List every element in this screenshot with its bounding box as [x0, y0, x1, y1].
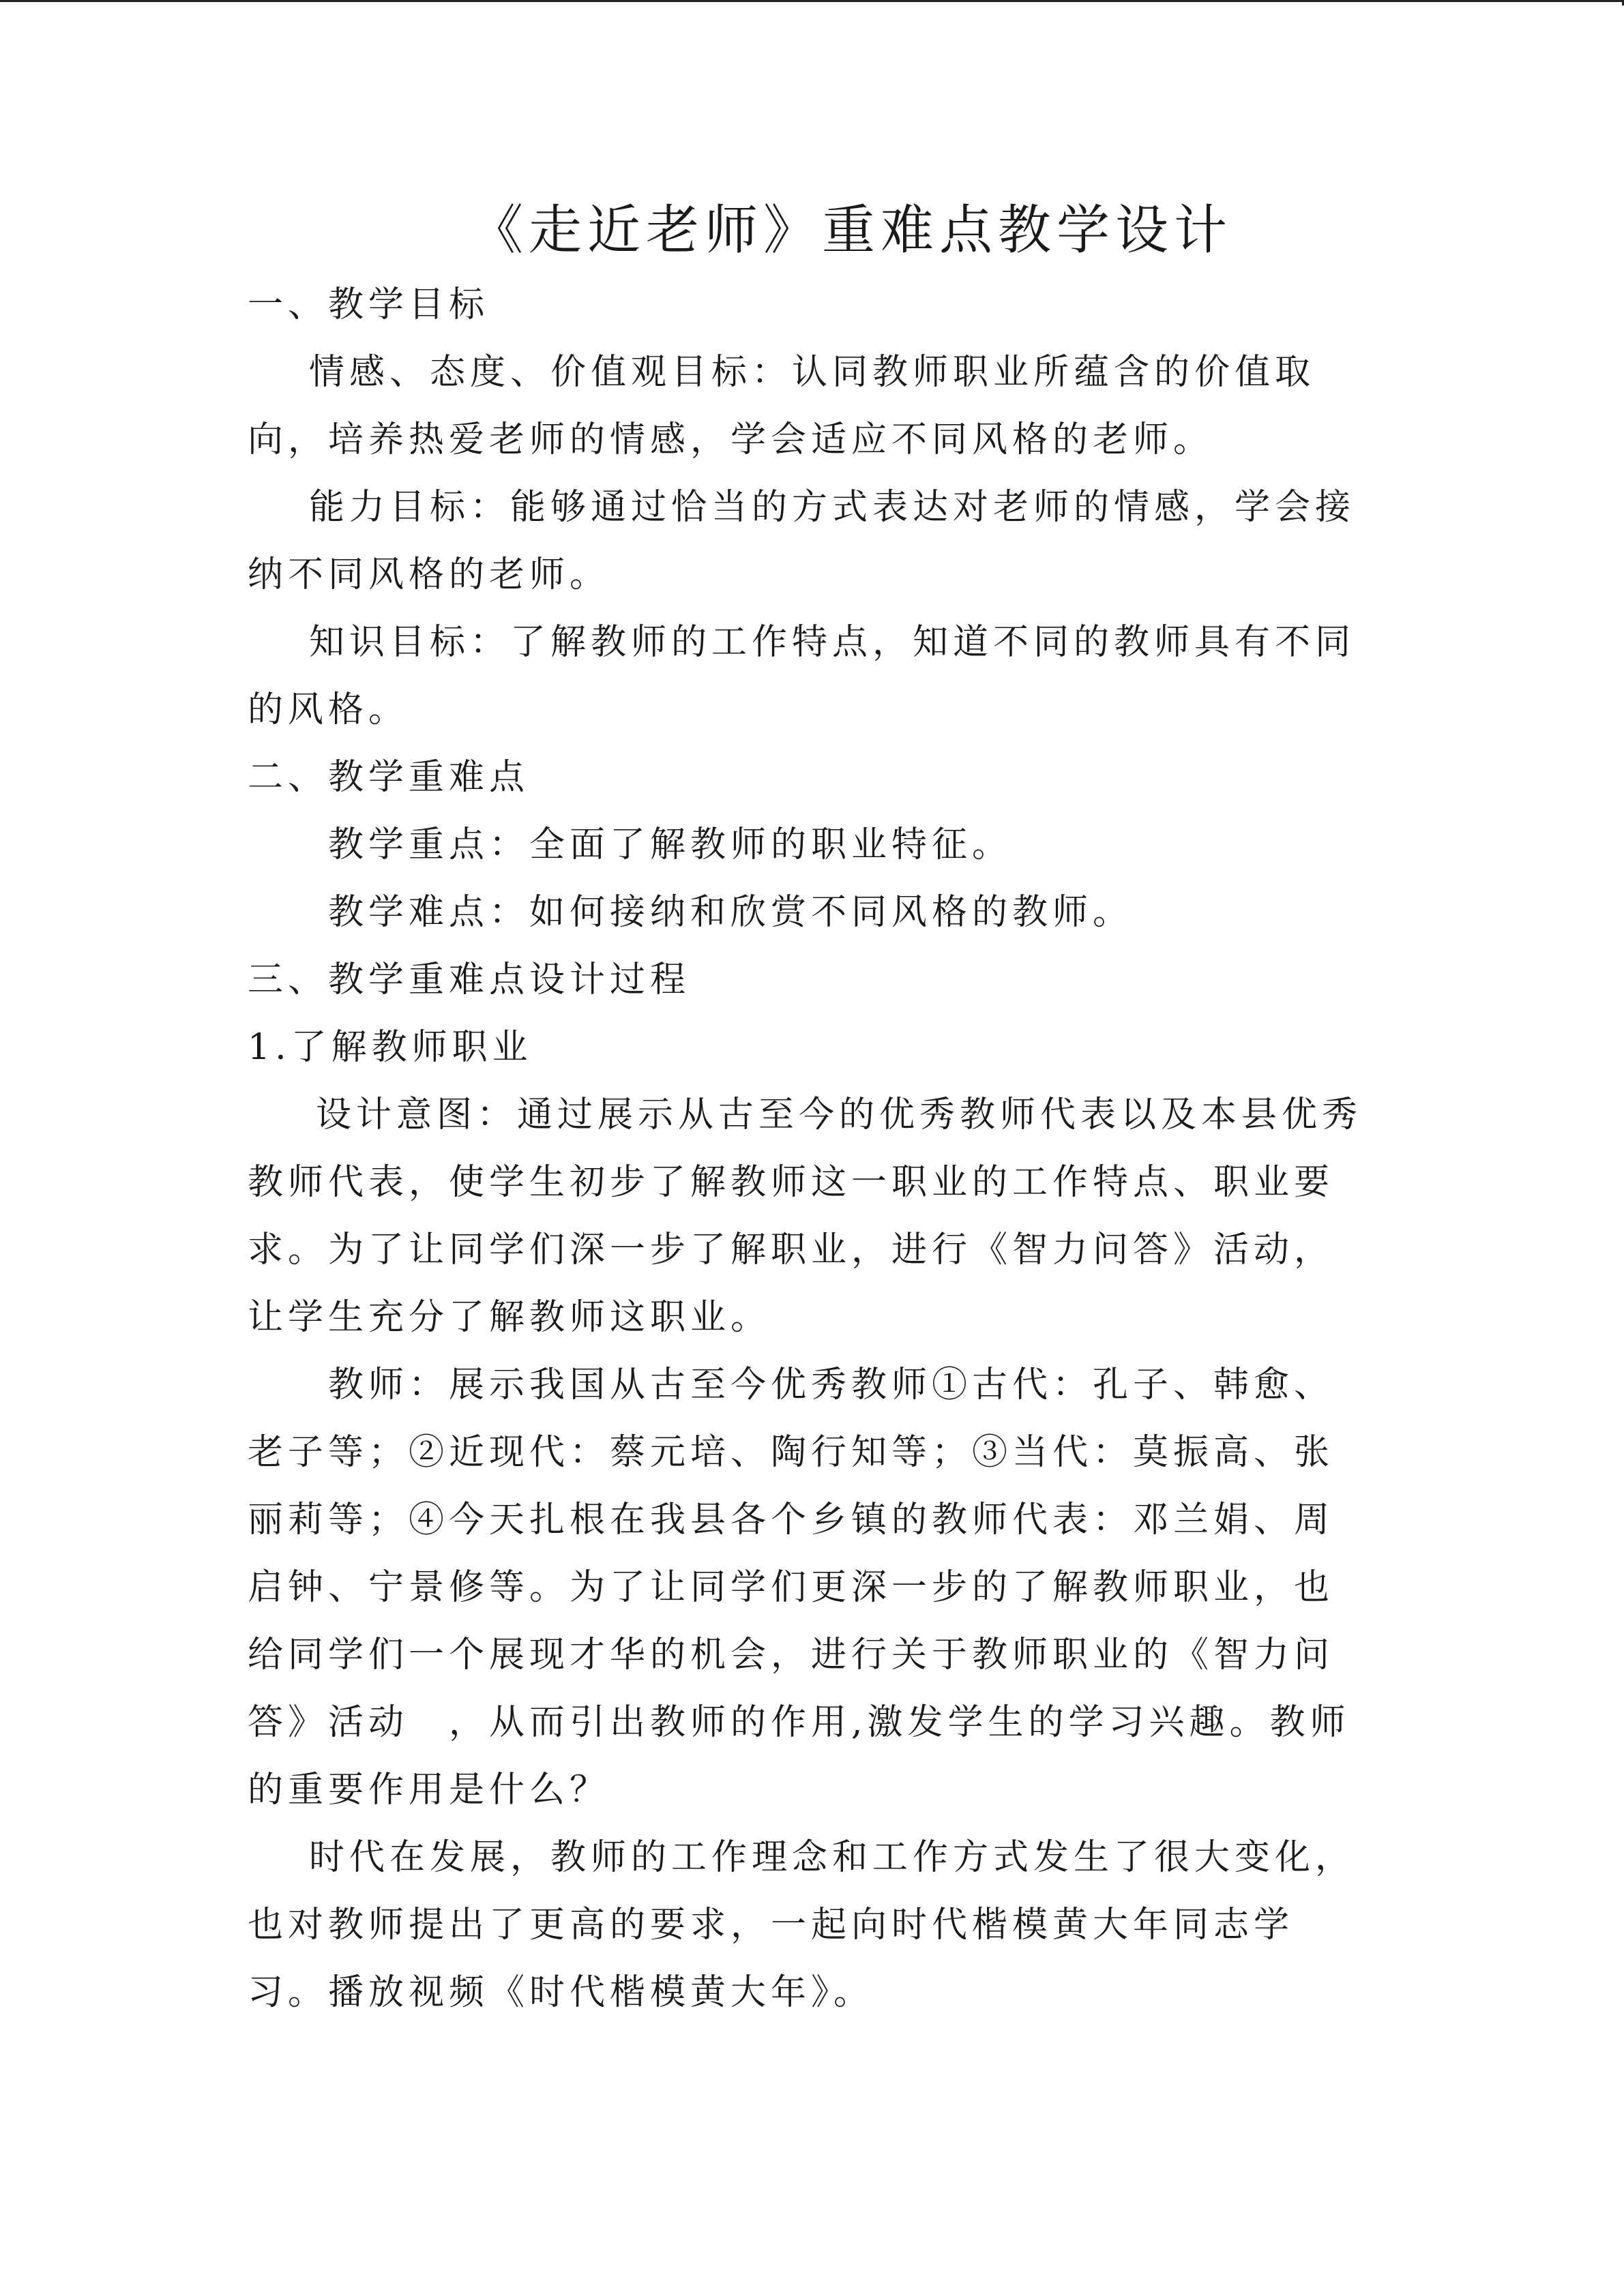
- paragraph-line: 向，培养热爱老师的情感，学会适应不同风格的老师。: [248, 419, 1214, 460]
- paragraph-line: 的风格。: [248, 689, 409, 730]
- paragraph-line: 丽莉等；④今天扎根在我县各个乡镇的教师代表：邓兰娟、周: [248, 1500, 1335, 1540]
- section-heading-objectives: 一、教学目标: [248, 284, 490, 325]
- paragraph-line: 给同学们一个展现才华的机会，进行关于教师职业的《智力问: [248, 1635, 1335, 1675]
- paragraph-line: 也对教师提出了更高的要求，一起向时代楷模黄大年同志学: [248, 1905, 1295, 1945]
- paragraph-line: 教师：展示我国从古至今优秀教师①古代：孔子、韩愈、: [328, 1365, 1335, 1405]
- paragraph-line: 知识目标：了解教师的工作特点，知道不同的教师具有不同: [309, 622, 1356, 663]
- paragraph-line: 教学重点：全面了解教师的职业特征。: [328, 824, 1013, 865]
- paragraph-line: 纳不同风格的老师。: [248, 554, 610, 595]
- paragraph-line: 求。为了让同学们深一步了解职业，进行《智力问答》活动，: [248, 1229, 1335, 1270]
- document-page: [248, 190, 1393, 2027]
- paragraph-line: 让学生充分了解教师这职业。: [248, 1297, 771, 1338]
- top-border-line: [0, 0, 1624, 2]
- paragraph-line: 教学难点：如何接纳和欣赏不同风格的教师。: [328, 892, 1134, 933]
- paragraph-line: 的重要作用是什么？: [248, 1770, 610, 1810]
- paragraph-line: 时代在发展，教师的工作理念和工作方式发生了很大变化，: [309, 1837, 1356, 1878]
- section-heading-design-process: 三、教学重难点设计过程: [248, 959, 691, 1000]
- document-title: 《走近老师》重难点教学设计: [469, 200, 1232, 261]
- section-heading-key-points: 二、教学重难点: [248, 757, 530, 798]
- paragraph-line: 答》活动 ，从而引出教师的作用,激发学生的学习兴趣。教师: [248, 1702, 1350, 1743]
- paragraph-line: 老子等；②近现代：蔡元培、陶行知等；③当代：莫振高、张: [248, 1432, 1335, 1473]
- paragraph-line: 情感、态度、价值观目标：认同教师职业所蕴含的价值取: [309, 352, 1316, 393]
- paragraph-line: 教师代表，使学生初步了解教师这一职业的工作特点、职业要: [248, 1162, 1335, 1203]
- subsection-heading: 1.了解教师职业: [248, 1027, 533, 1068]
- paragraph-line: 设计意图：通过展示从古至今的优秀教师代表以及本县优秀: [316, 1094, 1363, 1135]
- paragraph-line: 习。播放视频《时代楷模黄大年》。: [248, 1972, 874, 2013]
- paragraph-line: 启钟、宁景修等。为了让同学们更深一步的了解教师职业，也: [248, 1567, 1335, 1608]
- paragraph-line: 能力目标：能够通过恰当的方式表达对老师的情感，学会接: [309, 487, 1356, 528]
